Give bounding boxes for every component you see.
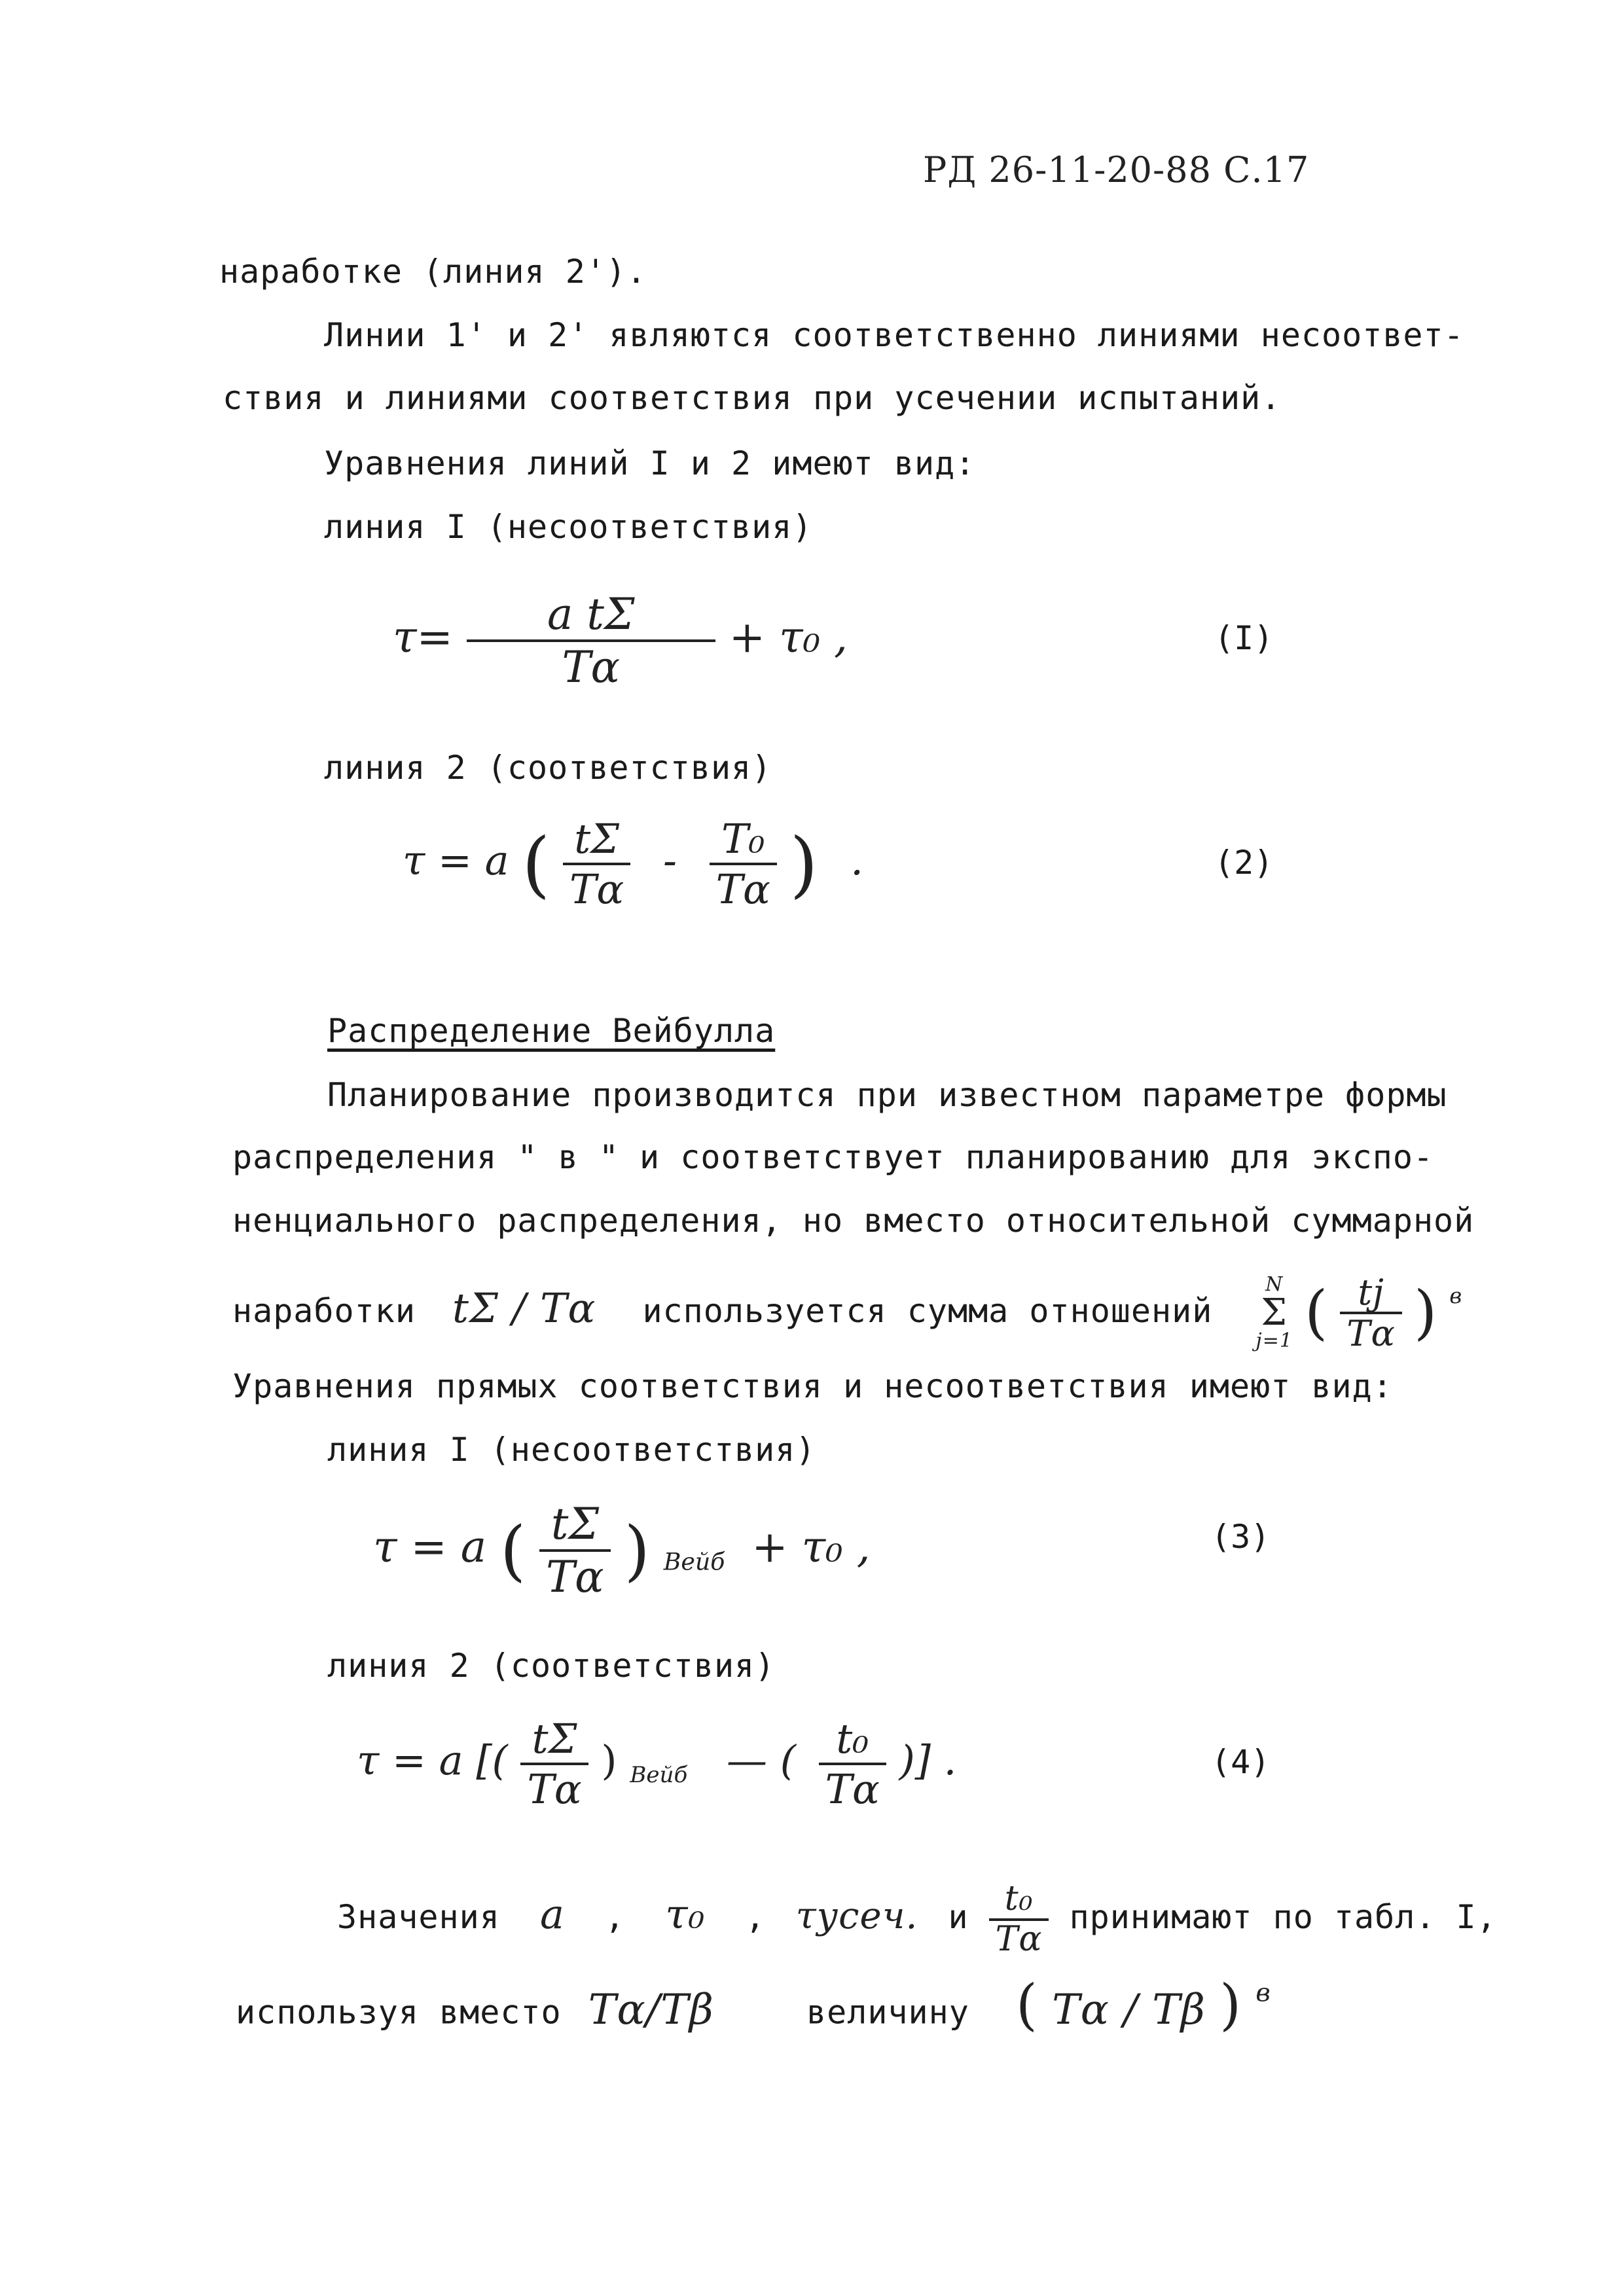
formula-2-minus: - — [662, 836, 677, 885]
value-tau0: τ₀ — [665, 1890, 706, 1938]
para-line-7: линия 2 (соответствия) — [327, 1647, 776, 1685]
values-and: и — [948, 1898, 969, 1936]
sum-upper-limit: N — [1265, 1273, 1284, 1297]
formula-2-fraction-1 — [563, 815, 630, 913]
sum-fraction — [1340, 1273, 1401, 1354]
formula-4-denominator-2: Tα — [825, 1765, 880, 1813]
formula-2-numerator-1: tΣ — [563, 815, 630, 865]
formula-4-numerator-1: tΣ — [520, 1715, 588, 1765]
section-title: Распределение Вейбулла — [327, 1012, 776, 1050]
formula-3-open-paren: ( — [500, 1512, 526, 1589]
value-fraction-denominator: Tα — [995, 1919, 1043, 1959]
para-line-3: ненциального распределения, но вместо относительной суммарной — [232, 1202, 1475, 1240]
text-line-2: Линии 1' и 2' являются соответственно линиями несоответ- — [324, 316, 1464, 354]
formula-1-fraction — [467, 589, 715, 692]
formula-4-close-1: ) — [601, 1736, 617, 1785]
formula-4 — [357, 1715, 956, 1813]
values-line-2-mid: величину — [806, 1993, 969, 2032]
equation-number-2: (2) — [1214, 844, 1274, 882]
formula-3-close-paren: ) — [624, 1512, 650, 1589]
sum-sign: Σ — [1261, 1291, 1288, 1335]
formula-3-lhs: τ = a — [373, 1522, 487, 1572]
ratio-expression: Tα / Tβ — [1052, 1985, 1206, 2034]
formula-2-denominator-1: Tα — [569, 865, 624, 913]
para-line-1: Планирование производится при известном параметре формы — [327, 1076, 1447, 1114]
formula-1-denominator: Tα — [562, 642, 621, 692]
value-ratio: Tα/Tβ — [588, 1985, 714, 2034]
sum-close-paren: ) — [1414, 1278, 1438, 1348]
ratio-open-paren: ( — [1015, 1972, 1038, 2037]
para-line-5: Уравнения прямых соответствия и несоответствия имеют вид: — [232, 1367, 1393, 1405]
formula-2-end: . — [850, 836, 863, 885]
formula-4-denominator-1: Tα — [527, 1765, 582, 1813]
formula-2-close-paren: ) — [789, 822, 818, 906]
para-line-2: распределения " в " и соответствует планированию для экспо- — [232, 1138, 1434, 1176]
formula-3-numerator: tΣ — [539, 1499, 611, 1552]
para-line-4-mid: используется сумма отношений — [642, 1292, 1213, 1331]
value-ratio-power — [1015, 1972, 1271, 2037]
formula-1 — [393, 589, 848, 692]
sum-exponent: в — [1449, 1283, 1463, 1308]
value-fraction-numerator: t₀ — [989, 1880, 1049, 1920]
formula-3-subscript: Вейб — [663, 1547, 725, 1576]
values-line-2 — [236, 1957, 1271, 2037]
formula-2-denominator-2: Tα — [715, 865, 770, 913]
formula-1-rhs: + τ₀ , — [729, 612, 848, 662]
page-header: РД 26-11-20-88 С.17 — [923, 149, 1310, 190]
formula-4-middle: — ( — [727, 1736, 796, 1785]
text-line-4: Уравнения линий I и 2 имеют вид: — [324, 444, 976, 482]
sum-open-paren: ( — [1305, 1278, 1329, 1348]
text-line-6: линия 2 (соответствия) — [324, 749, 772, 787]
formula-2-open-paren: ( — [522, 822, 550, 906]
text-line-5: линия I (несоответствия) — [324, 508, 813, 546]
para-line-4-start: наработки — [232, 1292, 416, 1331]
formula-4-fraction-2 — [819, 1715, 886, 1813]
formula-4-subscript: Вейб — [630, 1762, 688, 1789]
formula-2 — [403, 815, 863, 913]
formula-4-fraction-1 — [520, 1715, 588, 1813]
comma-1: , — [605, 1898, 626, 1936]
ratio-close-paren: ) — [1219, 1972, 1242, 2037]
ratio-exponent: в — [1255, 1978, 1271, 2007]
text-line-1: наработке (линия 2'). — [219, 253, 647, 291]
comma-2: , — [745, 1898, 766, 1936]
value-fraction — [989, 1880, 1049, 1958]
text-line-3: ствия и линиями соответствия при усечении испытаний. — [223, 379, 1282, 417]
sum-operator — [1255, 1275, 1293, 1351]
formula-4-lhs: τ = a [( — [357, 1736, 508, 1785]
equation-number-4: (4) — [1211, 1743, 1271, 1781]
inline-ratio: tΣ / Tα — [452, 1284, 596, 1333]
formula-3-denominator: Tα — [546, 1552, 604, 1602]
formula-4-numerator-2: t₀ — [819, 1715, 886, 1765]
formula-3-fraction — [539, 1499, 611, 1602]
formula-2-fraction-2 — [710, 815, 777, 913]
values-line-2-start: используя вместо — [236, 1993, 562, 2032]
para-line-4 — [232, 1247, 1463, 1355]
formula-4-end: )] . — [899, 1736, 957, 1785]
sum-denominator: Tα — [1346, 1313, 1396, 1355]
formula-1-lhs: τ= — [393, 612, 453, 662]
formula-2-numerator-2: T₀ — [710, 815, 777, 865]
sum-numerator: tj — [1340, 1273, 1401, 1314]
formula-3 — [373, 1499, 871, 1602]
para-line-6: линия I (несоответствия) — [327, 1431, 816, 1469]
formula-3-rhs: + τ₀ , — [751, 1522, 871, 1572]
equation-number-1: (I) — [1214, 619, 1274, 657]
equation-number-3: (3) — [1211, 1518, 1271, 1556]
values-line-1-start: Значения — [337, 1898, 500, 1936]
formula-1-numerator: a tΣ — [467, 589, 715, 642]
value-a: a — [539, 1890, 565, 1938]
formula-2-lhs: τ = a — [403, 836, 509, 885]
sum-lower-limit: j=1 — [1255, 1329, 1293, 1353]
value-tau-trunc: τусеч. — [795, 1895, 918, 1937]
values-line-1 — [337, 1872, 1497, 1957]
values-line-1-end: принимают по табл. I, — [1069, 1898, 1497, 1936]
